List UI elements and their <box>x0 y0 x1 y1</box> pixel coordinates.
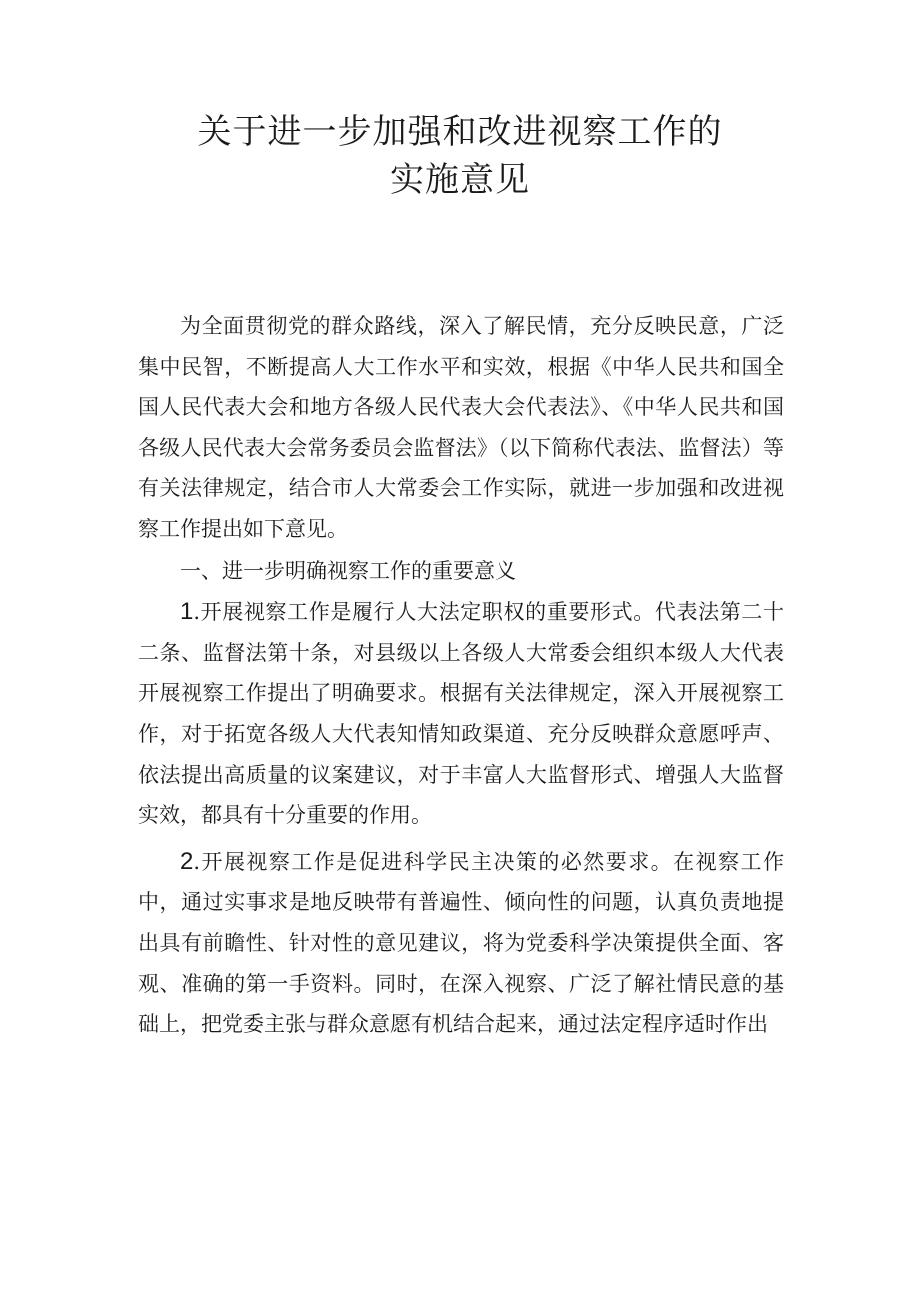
title-line-1: 关于进一步加强和改进视察工作的 <box>197 112 723 152</box>
item-2-number: 2 <box>180 847 194 875</box>
item-1-paragraph <box>138 592 784 836</box>
document-title <box>0 108 920 204</box>
document-body <box>138 306 784 1045</box>
item-2-paragraph <box>138 842 784 1045</box>
section-heading-1: 一、进一步明确视察工作的重要意义 <box>180 558 516 583</box>
item-1-number: 1 <box>180 598 194 626</box>
intro-paragraph: 为全面贯彻党的群众路线，深入了解民情，充分反映民意，广泛集中民智，不断提高人大工作水平和实效，根据《中华人民共和国全国人民代表大会和地方各级人民代表大会代表法》、《中华人民共和国各级人民代表大会常务委员会监督法》（以下简称代表法、监督法）等有关法律规定，结合市人大常委会工作实际，就进一步加强和改进视察工作提出如下意见。 <box>138 314 784 541</box>
item-1-text: .开展视察工作是履行人大法定职权的重要形式。代表法第二十二条、监督法第十条，对县级以上各级人大常委会组织本级人大代表开展视察工作提出了明确要求。根据有关法律规定，深入开展视察工作，对于拓宽各级人大代表知情知政渠道、充分反映群众意愿呼声、依法提出高质量的议案建议，对于丰富人大监督形式、增强人大监督实效，都具有十分重要的作用。 <box>138 600 784 828</box>
item-2-text: .开展视察工作是促进科学民主决策的必然要求。在视察工作中，通过实事求是地反映带有普遍性、倾向性的问题，认真负责地提出具有前瞻性、针对性的意见建议，将为党委科学决策提供全面、客观、准确的第一手资料。同时，在深入视察、广泛了解社情民意的基础上，把党委主张与群众意愿有机结合起来，通过法定程序适时作出 <box>138 849 784 1037</box>
title-line-2: 实施意见 <box>390 160 530 200</box>
